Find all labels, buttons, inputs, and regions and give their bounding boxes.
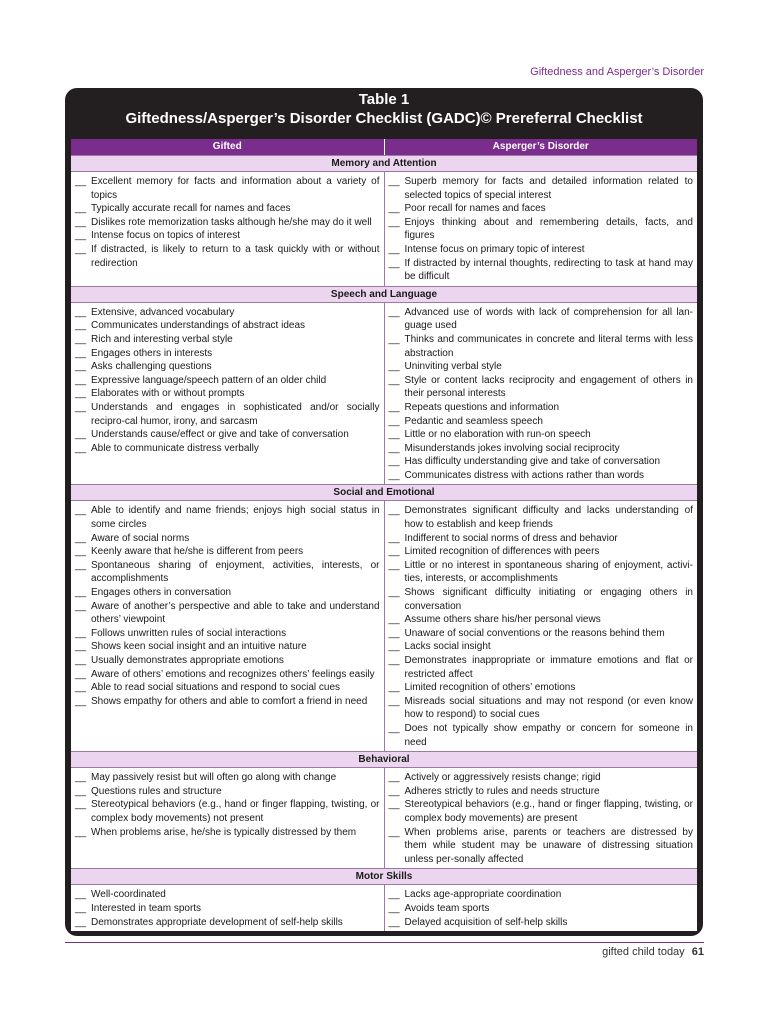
footer bbox=[602, 946, 704, 958]
checkbox-blank: __ bbox=[75, 532, 87, 544]
checkbox-blank: __ bbox=[388, 682, 400, 694]
checkbox-blank: __ bbox=[388, 532, 400, 544]
checklist-item-text: Limited recognition of others’ emotions bbox=[404, 682, 576, 694]
footer-rule bbox=[65, 942, 704, 943]
checkbox-blank: __ bbox=[388, 695, 400, 707]
checkbox-blank: __ bbox=[75, 320, 87, 332]
checklist-item-text: Follows unwritten rules of social interactions bbox=[91, 627, 287, 639]
checklist-item-text: Misunderstands jokes involving social reciprocity bbox=[404, 442, 620, 454]
checklist-item-text: Pedantic and seamless speech bbox=[404, 415, 543, 427]
checklist-item-text: Able to communicate distress verbally bbox=[91, 442, 259, 454]
checklist-item-text: If distracted by internal thoughts, redirecting to task at hand may be difficult bbox=[404, 257, 693, 283]
section-header: Behavioral bbox=[71, 751, 697, 768]
checkbox-blank: __ bbox=[75, 916, 87, 928]
checklist-item bbox=[389, 202, 694, 216]
checkbox-blank: __ bbox=[388, 627, 400, 639]
checklist-item-text: Aware of another’s perspective and able to take and understand others’ viewpoint bbox=[91, 600, 380, 626]
checklist-item-text: Shows empathy for others and able to comfort a friend in need bbox=[91, 695, 368, 707]
checklist-item-text: Superb memory for facts and detailed information related to selected topics of special interest bbox=[404, 176, 693, 201]
section-header: Speech and Language bbox=[71, 286, 697, 303]
checklist-item-text: Typically accurate recall for names and faces bbox=[91, 203, 291, 215]
checklist-item bbox=[389, 613, 694, 627]
checklist-item-text: Engages others in conversation bbox=[91, 587, 232, 599]
checklist-item bbox=[75, 654, 380, 668]
checkbox-blank: __ bbox=[75, 546, 87, 558]
checklist-item-text: Enjoys thinking about and remembering details, facts, and figures bbox=[404, 216, 693, 242]
checkbox-blank: __ bbox=[388, 655, 400, 666]
checkbox-blank: __ bbox=[75, 682, 87, 694]
checkbox-blank: __ bbox=[75, 587, 87, 599]
checkbox-blank: __ bbox=[388, 333, 400, 345]
checklist-item bbox=[389, 785, 694, 799]
table-label: Table 1 bbox=[358, 91, 410, 108]
checklist-item-text: Adheres strictly to rules and needs structure bbox=[404, 785, 600, 797]
checkbox-blank: __ bbox=[75, 388, 87, 400]
page-number: 61 bbox=[691, 946, 704, 958]
checklist-item bbox=[75, 771, 380, 785]
asperger-column bbox=[385, 885, 698, 931]
checklist-item-text: Aware of others’ emotions and recognizes others’ feelings easily bbox=[91, 668, 375, 680]
checkbox-blank: __ bbox=[75, 695, 87, 707]
checkbox-blank: __ bbox=[388, 469, 400, 481]
checklist-item bbox=[389, 504, 694, 531]
checkbox-blank: __ bbox=[75, 306, 87, 318]
checkbox-blank: __ bbox=[75, 243, 87, 255]
checkbox-blank: __ bbox=[388, 641, 400, 653]
checkbox-blank: __ bbox=[388, 772, 400, 784]
asperger-column bbox=[385, 303, 698, 485]
checklist-item-text: When problems arise, he/she is typically distressed by them bbox=[91, 826, 357, 838]
checkbox-blank: __ bbox=[388, 546, 400, 558]
checklist-item bbox=[389, 216, 694, 243]
checkbox-blank: __ bbox=[388, 505, 400, 517]
note-text: From Amend, Beaver-Gavin, Schuler, and Beights (2008). bbox=[95, 935, 314, 946]
checklist-item bbox=[75, 532, 380, 546]
checkbox-blank: __ bbox=[388, 306, 400, 318]
checkbox-blank: __ bbox=[75, 668, 87, 680]
checklist-item bbox=[389, 559, 694, 586]
checklist-item-text: Understands cause/effect or give and take of conversation bbox=[91, 429, 349, 441]
checklist-item bbox=[75, 387, 380, 401]
table-title-block bbox=[71, 88, 697, 139]
checklist-item bbox=[389, 640, 694, 654]
checkbox-blank: __ bbox=[75, 785, 87, 797]
section-body bbox=[71, 172, 697, 286]
checkbox-blank: __ bbox=[75, 600, 87, 612]
checklist-item bbox=[75, 695, 380, 709]
checklist-item-text: When problems arise, parents or teachers are distressed by them while student may be unaware of distressing situation unless per-sonally affected bbox=[404, 826, 693, 865]
checklist-item bbox=[75, 216, 380, 230]
checklist-item bbox=[75, 902, 380, 916]
checklist-item-text: Able to identify and name friends; enjoys high social status in some circles bbox=[91, 505, 380, 531]
checklist-item bbox=[75, 559, 380, 586]
checklist-item-text: Questions rules and structure bbox=[91, 785, 222, 797]
checklist-item bbox=[389, 798, 694, 825]
checklist-item-text: Demonstrates appropriate development of self-help skills bbox=[91, 916, 343, 928]
checklist-item-text: Stereotypical behaviors (e.g., hand or finger flapping, twisting, or complex body movements) are present bbox=[404, 799, 693, 824]
checklist-item bbox=[389, 916, 694, 930]
asperger-column bbox=[385, 501, 698, 751]
checklist-item bbox=[389, 374, 694, 401]
asperger-column bbox=[385, 768, 698, 868]
column-header-row bbox=[71, 139, 697, 155]
checklist-item bbox=[75, 640, 380, 654]
checklist-item-text: Demonstrates inappropriate or immature emotions and flat or restricted affect bbox=[404, 655, 693, 680]
checkbox-blank: __ bbox=[388, 442, 400, 454]
checklist-item-text: Keenly aware that he/she is different from peers bbox=[91, 546, 304, 558]
checkbox-blank: __ bbox=[75, 374, 87, 386]
checkbox-blank: __ bbox=[388, 374, 400, 386]
gifted-column bbox=[71, 501, 385, 751]
checklist-item bbox=[75, 428, 380, 442]
checklist-item-text: Shows significant difficulty initiating or engaging others in conversation bbox=[404, 587, 693, 612]
checkbox-blank: __ bbox=[75, 230, 87, 242]
checklist-item bbox=[75, 442, 380, 456]
checkbox-blank: __ bbox=[388, 785, 400, 797]
checklist-item bbox=[389, 306, 694, 333]
checkbox-blank: __ bbox=[75, 641, 87, 653]
checklist-item-text: Demonstrates significant difficulty and lacks understanding of how to establish and keep friends bbox=[404, 505, 693, 531]
checkbox-blank: __ bbox=[75, 429, 87, 441]
checkbox-blank: __ bbox=[75, 772, 87, 784]
checklist-sections bbox=[71, 155, 697, 931]
column-header-asperger: Asperger’s Disorder bbox=[492, 141, 589, 152]
checklist-item-text: Thinks and communicates in concrete and literal terms with less abstraction bbox=[404, 333, 693, 359]
section-header: Social and Emotional bbox=[71, 484, 697, 501]
checklist-item-text: Rich and interesting verbal style bbox=[91, 333, 233, 345]
checklist-item-text: Communicates distress with actions rather than words bbox=[404, 469, 645, 481]
checklist-item-text: Able to read social situations and respond to social cues bbox=[91, 682, 341, 694]
checklist-item-text: Aware of social norms bbox=[91, 532, 190, 544]
checklist-item-text: Well-coordinated bbox=[91, 889, 166, 901]
checkbox-blank: __ bbox=[75, 826, 87, 838]
checklist-item-text: Poor recall for names and faces bbox=[404, 203, 546, 215]
checkbox-blank: __ bbox=[388, 456, 400, 468]
checklist-item-text: Intense focus on topics of interest bbox=[91, 230, 240, 242]
checkbox-blank: __ bbox=[388, 216, 400, 228]
checkbox-blank: __ bbox=[75, 902, 87, 914]
checklist-item-text: Limited recognition of differences with peers bbox=[404, 546, 600, 558]
table-title: Giftedness/Asperger’s Disorder Checklist (GADC)© Prereferral Checklist bbox=[125, 110, 643, 127]
section-header: Motor Skills bbox=[71, 868, 697, 885]
checklist-item-text: Expressive language/speech pattern of an older child bbox=[91, 374, 327, 386]
checklist-item bbox=[389, 888, 694, 902]
checkbox-blank: __ bbox=[388, 587, 400, 599]
checklist-item-text: May passively resist but will often go along with change bbox=[91, 772, 337, 784]
checklist-item-text: Actively or aggressively resists change; rigid bbox=[404, 772, 601, 784]
checklist-item bbox=[389, 243, 694, 257]
checklist-item bbox=[75, 333, 380, 347]
checkbox-blank: __ bbox=[388, 243, 400, 255]
checklist-item bbox=[389, 722, 694, 749]
gifted-column bbox=[71, 885, 385, 931]
checkbox-blank: __ bbox=[388, 614, 400, 626]
checkbox-blank: __ bbox=[75, 442, 87, 454]
note-label: Note. bbox=[73, 935, 94, 946]
checklist-item-text: Lacks social insight bbox=[404, 641, 491, 653]
checklist-item bbox=[389, 333, 694, 360]
checklist-item-text: Excellent memory for facts and information about a variety of topics bbox=[91, 176, 380, 201]
checklist-item bbox=[75, 202, 380, 216]
checklist-item bbox=[389, 902, 694, 916]
checklist-item bbox=[75, 319, 380, 333]
checklist-item bbox=[75, 347, 380, 361]
checkbox-blank: __ bbox=[75, 333, 87, 345]
checklist-item bbox=[389, 532, 694, 546]
checklist-item bbox=[75, 243, 380, 270]
gifted-column bbox=[71, 172, 385, 286]
checklist-item bbox=[389, 695, 694, 722]
journal-name: gifted child today bbox=[602, 946, 685, 958]
checklist-item bbox=[75, 916, 380, 930]
checklist-item-text: Avoids team sports bbox=[404, 902, 490, 914]
checkbox-blank: __ bbox=[388, 203, 400, 215]
checkbox-blank: __ bbox=[75, 176, 87, 187]
checklist-item bbox=[75, 681, 380, 695]
checkbox-blank: __ bbox=[388, 916, 400, 928]
checklist-item bbox=[75, 668, 380, 682]
checkbox-blank: __ bbox=[75, 216, 87, 228]
checkbox-blank: __ bbox=[388, 415, 400, 427]
checklist-item bbox=[75, 586, 380, 600]
checkbox-blank: __ bbox=[75, 799, 87, 811]
checkbox-blank: __ bbox=[75, 347, 87, 359]
gifted-column bbox=[71, 303, 385, 485]
checklist-item bbox=[75, 175, 380, 202]
checkbox-blank: __ bbox=[75, 559, 87, 571]
checklist-item-text: Shows keen social insight and an intuitive nature bbox=[91, 641, 307, 653]
checklist-item bbox=[75, 374, 380, 388]
gifted-column bbox=[71, 768, 385, 868]
checkbox-blank: __ bbox=[388, 799, 400, 811]
checkbox-blank: __ bbox=[388, 176, 400, 187]
checkbox-blank: __ bbox=[75, 655, 87, 666]
checkbox-blank: __ bbox=[388, 401, 400, 413]
checklist-item-text: Repeats questions and information bbox=[404, 401, 560, 413]
checklist-item bbox=[389, 442, 694, 456]
checklist-item-text: If distracted, is likely to return to a task quickly with or without redirection bbox=[91, 243, 380, 269]
column-header-gifted: Gifted bbox=[71, 139, 385, 155]
checklist-item bbox=[75, 798, 380, 825]
checklist-item-text: Dislikes rote memorization tasks although he/she may do it well bbox=[91, 216, 372, 228]
checklist-item-text: Elaborates with or without prompts bbox=[91, 388, 245, 400]
checkbox-blank: __ bbox=[388, 722, 400, 734]
checkbox-blank: __ bbox=[75, 505, 87, 517]
checklist-item bbox=[75, 826, 380, 840]
checklist-item-text: Style or content lacks reciprocity and engagement of others in their personal interests bbox=[404, 374, 693, 400]
checklist-item-text: Little or no elaboration with run-on speech bbox=[404, 429, 591, 441]
checklist-item bbox=[75, 545, 380, 559]
checklist-item-text: Assume others share his/her personal views bbox=[404, 614, 601, 626]
table-card bbox=[65, 88, 703, 946]
checklist-item bbox=[389, 826, 694, 867]
checkbox-blank: __ bbox=[75, 889, 87, 901]
checklist-item bbox=[389, 428, 694, 442]
checklist-item bbox=[389, 627, 694, 641]
checklist-item bbox=[389, 586, 694, 613]
checklist-item-text: Little or no interest in spontaneous sharing of enjoyment, activi-ties, interests, or accomplishments bbox=[404, 559, 693, 585]
running-head: Giftedness and Asperger’s Disorder bbox=[530, 66, 704, 78]
checklist-item bbox=[389, 681, 694, 695]
checklist-item bbox=[75, 785, 380, 799]
section-body bbox=[71, 501, 697, 751]
section-body bbox=[71, 768, 697, 868]
checklist-item bbox=[389, 415, 694, 429]
checklist-item bbox=[389, 360, 694, 374]
checklist-item bbox=[389, 401, 694, 415]
section-body bbox=[71, 885, 697, 931]
checklist-item bbox=[389, 455, 694, 469]
checklist-item-text: Communicates understandings of abstract ideas bbox=[91, 320, 306, 332]
checkbox-blank: __ bbox=[75, 361, 87, 373]
checklist-item-text: Interested in team sports bbox=[91, 902, 202, 914]
checkbox-blank: __ bbox=[388, 429, 400, 441]
section-body bbox=[71, 303, 697, 485]
checkbox-blank: __ bbox=[388, 257, 400, 269]
checklist-item-text: Unaware of social conventions or the reasons behind them bbox=[404, 627, 665, 639]
asperger-column bbox=[385, 172, 698, 286]
checkbox-blank: __ bbox=[388, 889, 400, 901]
checklist-item bbox=[75, 229, 380, 243]
checkbox-blank: __ bbox=[388, 361, 400, 373]
checkbox-blank: __ bbox=[388, 559, 400, 571]
checklist-item bbox=[389, 545, 694, 559]
checklist-item-text: Extensive, advanced vocabulary bbox=[91, 306, 235, 318]
checklist-item bbox=[75, 600, 380, 627]
checklist-item-text: Usually demonstrates appropriate emotions bbox=[91, 655, 284, 666]
checklist-item-text: Asks challenging questions bbox=[91, 361, 212, 373]
checklist-item bbox=[75, 504, 380, 531]
checklist-item-text: Advanced use of words with lack of comprehension for all lan-guage used bbox=[404, 306, 693, 332]
section-header: Memory and Attention bbox=[71, 155, 697, 172]
checklist-item bbox=[75, 401, 380, 428]
checkbox-blank: __ bbox=[388, 902, 400, 914]
checkbox-blank: __ bbox=[75, 627, 87, 639]
checklist-item bbox=[389, 654, 694, 681]
checklist-item-text: Delayed acquisition of self-help skills bbox=[404, 916, 568, 928]
checklist-item-text: Understands and engages in sophisticated and/or socially recipro-cal humor, irony, and sarcasm bbox=[91, 401, 380, 427]
checklist-item bbox=[75, 888, 380, 902]
checklist-item bbox=[75, 360, 380, 374]
checklist-item-text: Uninviting verbal style bbox=[404, 361, 502, 373]
checklist-item-text: Stereotypical behaviors (e.g., hand or finger flapping, twisting, or complex body movements) not present bbox=[91, 799, 380, 824]
checklist-item-text: Intense focus on primary topic of interest bbox=[404, 243, 585, 255]
checkbox-blank: __ bbox=[75, 401, 87, 413]
checklist-item-text: Spontaneous sharing of enjoyment, activities, interests, or accomplishments bbox=[91, 559, 380, 585]
checklist-item-text: Engages others in interests bbox=[91, 347, 213, 359]
checklist-item bbox=[389, 771, 694, 785]
checklist-item bbox=[389, 469, 694, 483]
checklist-item bbox=[75, 306, 380, 320]
checklist-table bbox=[71, 139, 697, 931]
checkbox-blank: __ bbox=[388, 826, 400, 838]
checklist-item bbox=[75, 627, 380, 641]
checklist-item-text: Has difficulty understanding give and take of conversation bbox=[404, 456, 661, 468]
checklist-item-text: Does not typically show empathy or concern for someone in need bbox=[404, 722, 693, 748]
checklist-item-text: Lacks age-appropriate coordination bbox=[404, 889, 562, 901]
checklist-item bbox=[389, 257, 694, 284]
checklist-item-text: Indifferent to social norms of dress and behavior bbox=[404, 532, 618, 544]
checkbox-blank: __ bbox=[75, 203, 87, 215]
checklist-item-text: Misreads social situations and may not respond (or even know how to respond) to social cues bbox=[404, 695, 693, 721]
checklist-item bbox=[389, 175, 694, 202]
